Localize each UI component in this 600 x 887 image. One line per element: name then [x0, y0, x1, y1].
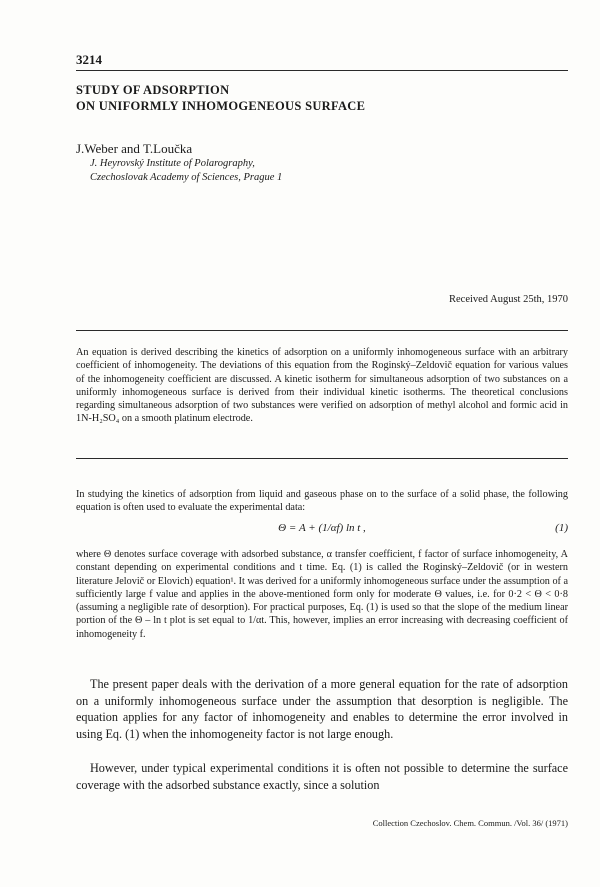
page-number: 3214: [76, 52, 102, 67]
abstract-bottom-rule: [76, 458, 568, 459]
journal-footer: Collection Czechoslov. Chem. Commun. /Vol. 36/ (1971): [372, 818, 568, 828]
received-date: Received August 25th, 1970: [449, 294, 568, 305]
title-line-2: ON UNIFORMLY INHOMOGENEOUS SURFACE: [76, 99, 366, 113]
equation-number: (1): [555, 522, 568, 534]
affiliation-line-2: Czechoslovak Academy of Sciences, Prague 1: [90, 172, 283, 183]
equation-text: Θ = A + (1/αf) ln t ,: [278, 522, 366, 534]
paragraph-2-text: The present paper deals with the derivation of a more general equation for the rate of adsorption on a uniformly inhomogeneous surface under the assumption that desorption is negligible. The equation applies for any factor of inhomogeneity and enables to determine the error involved in using Eq. (1) when the inhomogeneity factor is not large enough.: [76, 677, 568, 741]
title-line-1: STUDY OF ADSORPTION: [76, 83, 230, 97]
affiliation: [90, 157, 282, 185]
article-title: [76, 82, 365, 114]
after-equation-paragraph: where Θ denotes surface coverage with adsorbed substance, α transfer coefficient, f factor of surface inhomogeneity, A constant depending on experimental conditions and t time. Eq. (1) is called the Roginský–Zeldovič (or in western literature Jelovič or Elovich) equation¹. It was derived for a uniformly inhomogeneous surface under the assumption of a sufficiently large f value and applies in the above-mentioned form only for moderate Θ values, i.e. for 0·2 < Θ < 0·8 (assuming a negligible rate of desorption). For practical purposes, Eq. (1) is used so that the slope of the medium linear portion of the Θ – ln t plot is set equal to 1/αt. This, however, implies an error increasing with decreasing coefficient of inhomogeneity f.: [76, 549, 568, 640]
affiliation-line-1: J. Heyrovský Institute of Polarography,: [90, 158, 255, 169]
header-rule: [76, 70, 568, 71]
paragraph-3: [76, 760, 568, 793]
authors: J.Weber and T.Loučka: [76, 141, 193, 156]
equation-1: [76, 522, 568, 536]
abstract: An equation is derived describing the kinetics of adsorption on a uniformly inhomogeneous surface with an arbitrary coefficient of inhomogeneity. The deviations of this equation from the Roginský–Zeldovič equation for various values of the inhomogeneity coefficient are discussed. A kinetic isotherm for simultaneous adsorption of two substances on a uniformly inhomogeneous surface is derived from their individual kinetic isotherms. The theoretical conclusions regarding simultaneous adsorption of two substances were verified on adsorption of methyl alcohol and formic acid in 1N-H₂SO₄ on a smooth platinum electrode.: [76, 347, 568, 425]
paragraph-2: [76, 676, 568, 742]
paragraph-3-text: However, under typical experimental conditions it is often not possible to determine the surface coverage with the adsorbed substance exactly, since a solution: [76, 761, 568, 792]
intro-paragraph: In studying the kinetics of adsorption from liquid and gaseous phase on to the surface of a solid phase, the following equation is often used to evaluate the experimental data:: [76, 489, 568, 514]
abstract-top-rule: [76, 330, 568, 331]
